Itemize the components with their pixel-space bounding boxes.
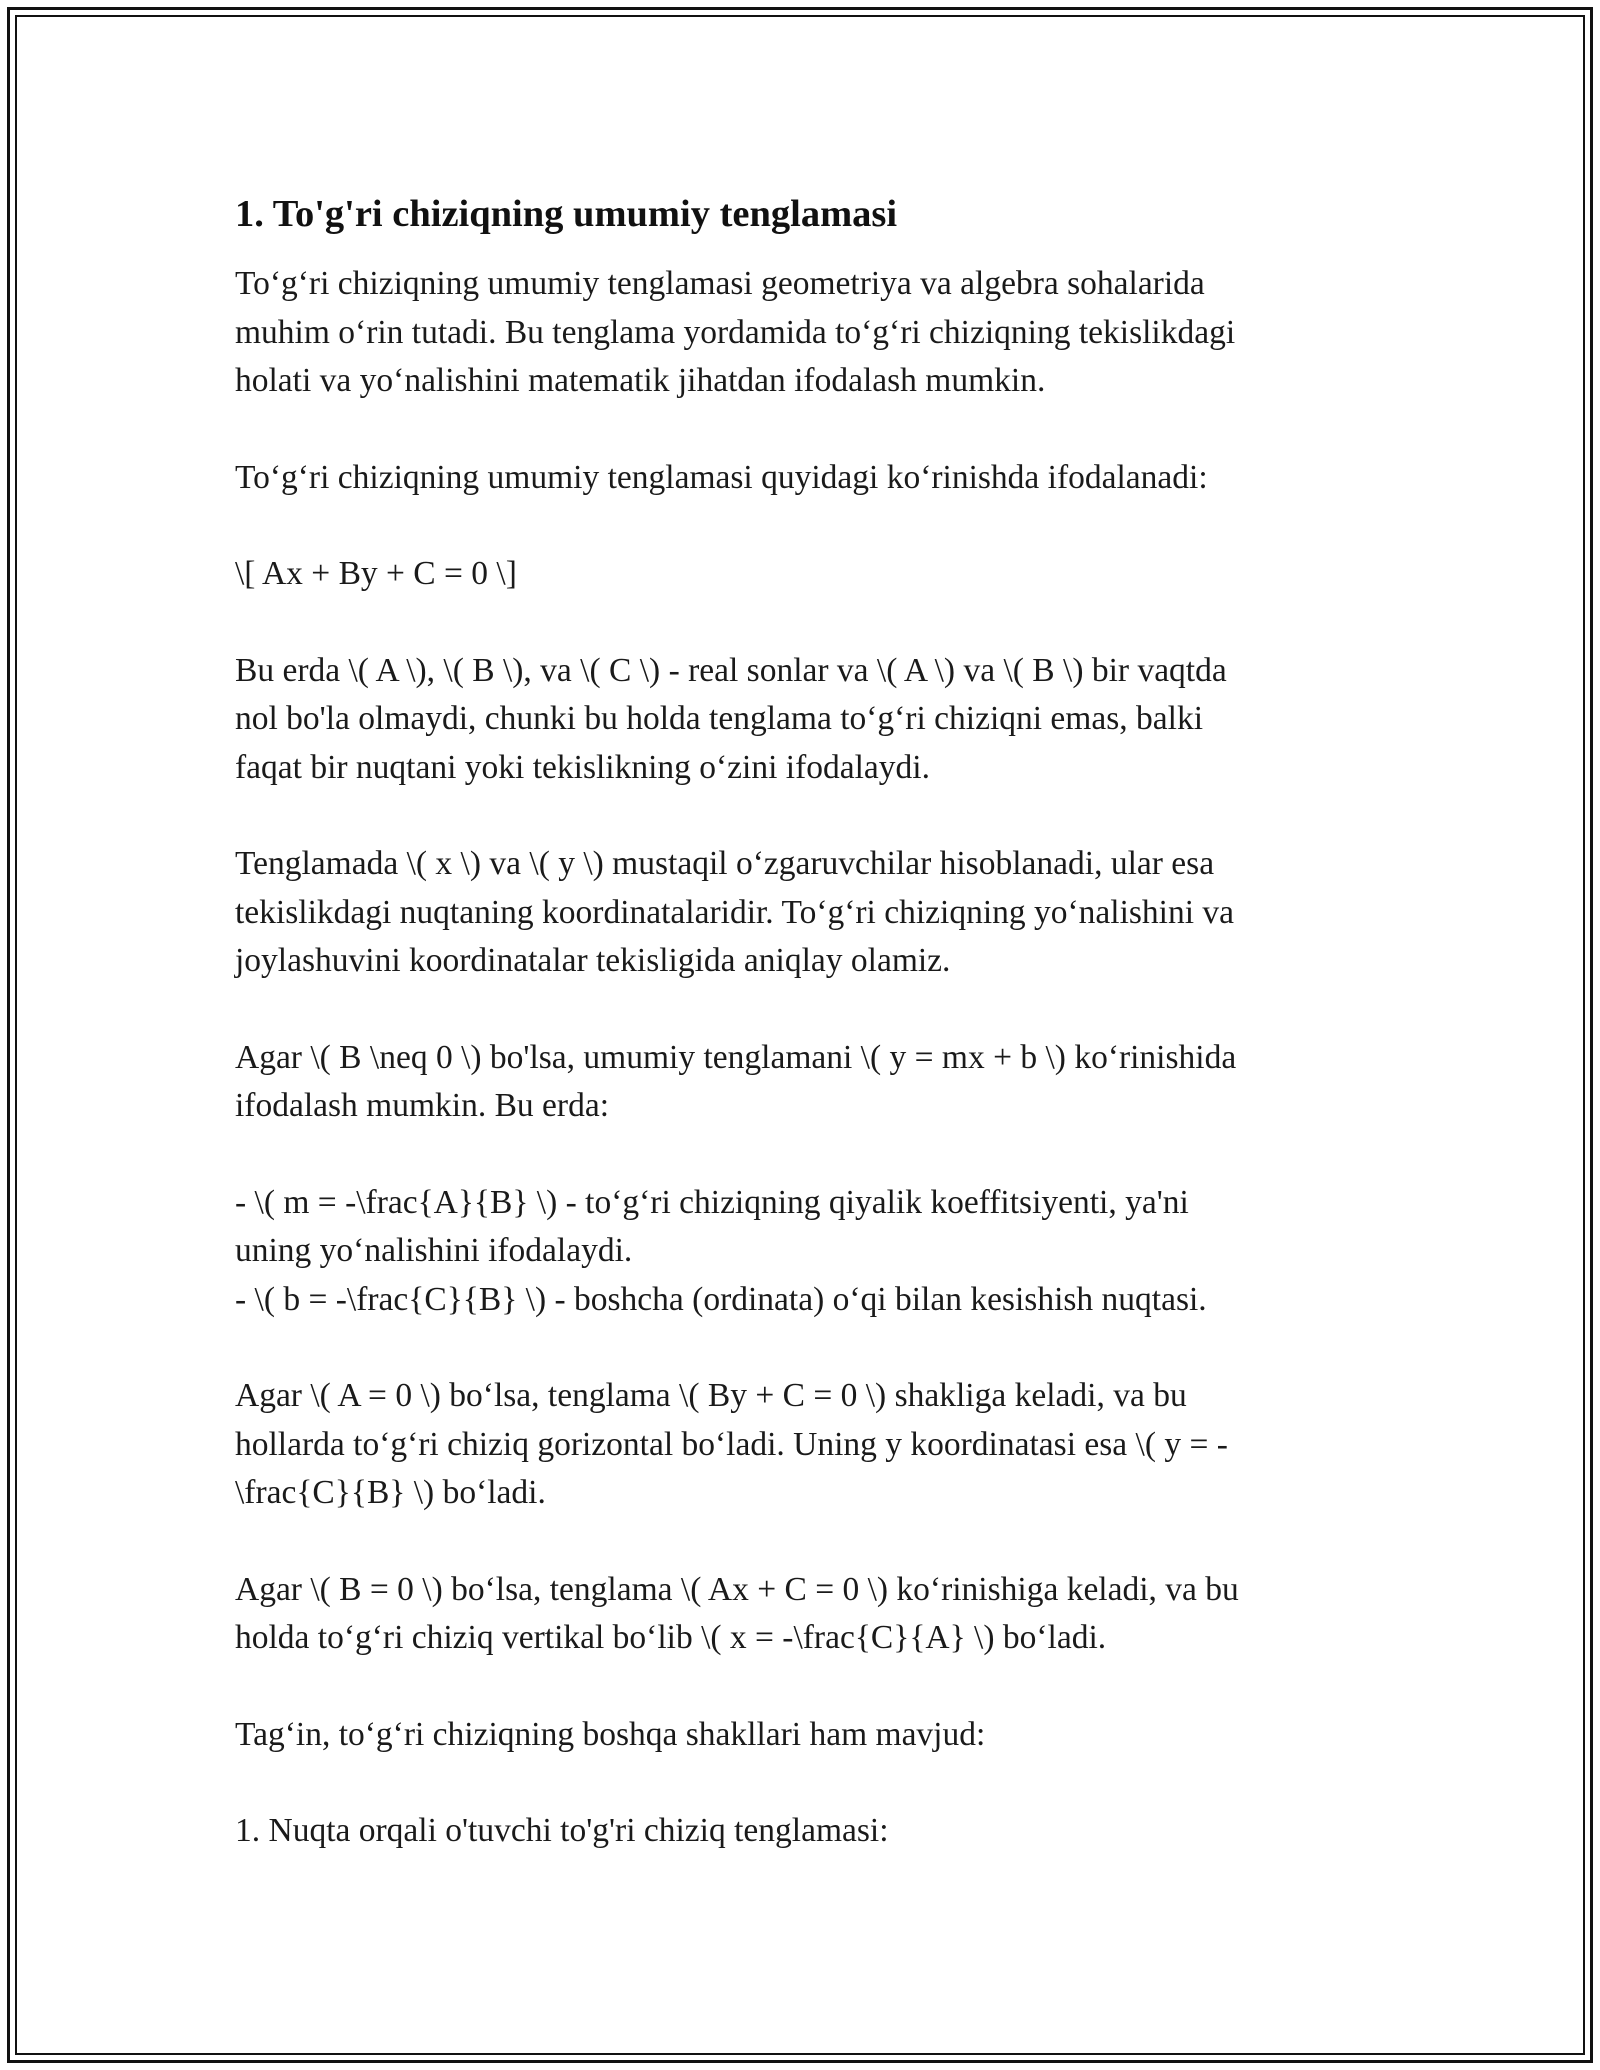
- paragraph-form-intro: To‘g‘ri chiziqning umumiy tenglamasi quyidagi ko‘rinishda ifodalanadi:: [235, 458, 1208, 496]
- paragraph-vertical-case: Agar \( B = 0 \) bo‘lsa, tenglama \( Ax + C = 0 \) ko‘rinishiga keladi, va bu holda to‘g‘ri chiziq vertikal bo‘lib \( x = -\frac{C}{A} \) bo‘ladi.: [235, 1570, 1239, 1656]
- paragraph-coefficients: Bu erda \( A \), \( B \), va \( C \) - real sonlar va \( A \) va \( B \) bir vaqtda nol bo'la olmaydi, chunki bu holda tenglama to‘g‘ri chiziqni emas, balki faqat bir nuqtani yoki tekislikning o‘zini ifodalaydi.: [235, 651, 1227, 786]
- document-body: [235, 186, 1360, 1856]
- paragraph-slope-list: - \( m = -\frac{A}{B} \) - to‘g‘ri chiziqning qiyalik koeffitsiyenti, ya'ni uning yo‘nalishini ifodalaydi. - \( b = -\frac{C}{B} \) - boshcha (ordinata) o‘qi bilan kesishish nuqtasi.: [235, 1183, 1207, 1318]
- paragraph-variables: Tenglamada \( x \) va \( y \) mustaqil o‘zgaruvchilar hisoblanadi, ular esa tekislikdagi nuqtaning koordinatalaridir. To‘g‘ri chiziqning yo‘nalishini va joylashuvini koordinatalar tekisligida aniqlay olamiz.: [235, 845, 1235, 979]
- paragraph-horizontal-case: Agar \( A = 0 \) bo‘lsa, tenglama \( By + C = 0 \) shakliga keladi, va bu hollarda to‘g‘ri chiziq gorizontal bo‘ladi. Uning y koordinatasi esa \( y = - \frac{C}{B} \) bo‘ladi.: [235, 1377, 1228, 1511]
- paragraph-other-forms: Tag‘in, to‘g‘ri chiziqning boshqa shakllari ham mavjud:: [235, 1715, 986, 1753]
- paragraph-point-form: 1. Nuqta orqali o'tuvchi to'g'ri chiziq tenglamasi:: [235, 1812, 889, 1849]
- paragraph-intro: To‘g‘ri chiziqning umumiy tenglamasi geometriya va algebra sohalarida muhim o‘rin tutadi. Bu tenglama yordamida to‘g‘ri chiziqning tekislikdagi holati va yo‘nalishini matematik jihatdan ifodalash mumkin.: [235, 265, 1236, 399]
- paragraph-general-equation: \[ Ax + By + C = 0 \]: [235, 555, 517, 592]
- section-heading: 1. To'g'ri chiziqning umumiy tenglamasi: [235, 193, 898, 235]
- paragraph-slope-form: Agar \( B \neq 0 \) bo'lsa, umumiy tenglamani \( y = mx + b \) ko‘rinishida ifodalash mumkin. Bu erda:: [235, 1038, 1237, 1124]
